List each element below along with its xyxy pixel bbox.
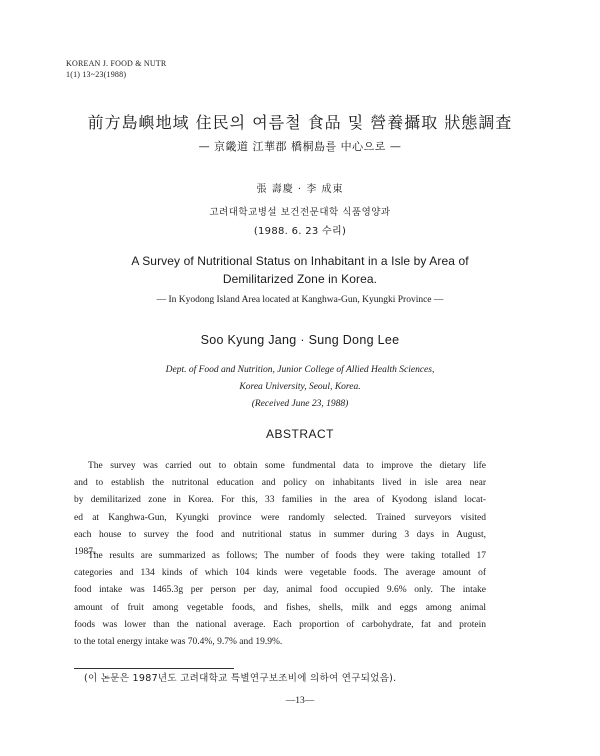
korean-affiliation: 고려대학교병설 보건전문대학 식품영양과 [209, 207, 391, 218]
paragraph-line: and to establish the nutritonal education and policy on inhabitants lived in isle area near [74, 478, 486, 489]
paragraph-line: by demilitarized zone in Korea. For this, 33 families in the area of Kyodong island locat- [74, 495, 486, 506]
footnote: (이 논문은 1987년도 고려대학교 특별연구보조비에 의하여 연구되었음). [84, 673, 397, 684]
footnote-divider [74, 668, 234, 669]
paragraph-line: The results are summarized as follows; The number of foods they were taking totalled 17 [88, 551, 486, 561]
korean-authors: 張 壽慶 · 李 成東 [256, 184, 344, 195]
english-affiliation [0, 362, 600, 413]
abstract-paragraph-1 [74, 458, 486, 561]
journal-citation: 1(1) 13~23(1988) [66, 70, 127, 79]
affiliation-line: Korea University, Seoul, Korea. [239, 382, 361, 392]
english-title [0, 252, 600, 288]
korean-title: 前方島嶼地域 住民의 여름철 食品 및 營養攝取 狀態調査 [87, 113, 513, 132]
journal-header [66, 58, 166, 80]
page-number: —13— [285, 696, 315, 706]
korean-received-date: (1988. 6. 23 수리) [253, 226, 347, 237]
english-title-line: A Survey of Nutritional Status on Inhabitant in a Isle by Area of [131, 254, 469, 268]
abstract-heading: ABSTRACT [265, 427, 334, 441]
paragraph-line: 1987. [74, 547, 96, 558]
paragraph-line: The survey was carried out to obtain some fundmental data to improve the dietary life [88, 461, 486, 471]
english-title-line: Demilitarized Zone in Korea. [222, 272, 378, 286]
paragraph-line: to the total energy intake was 70.4%, 9.7% and 19.9%. [74, 637, 283, 648]
paragraph-line: ed at Kanghwa-Gun, Kyungki province were randomly selected. Trained surveyors visited [74, 512, 486, 523]
paragraph-line: food intake was 1465.3g per person per day, animal food occupied 9.6% only. The intake [74, 585, 486, 596]
english-subtitle: — In Kyodong Island Area located at Kanghwa-Gun, Kyungki Province — [156, 295, 444, 305]
paragraph-line: each house to survey the food and nutritional status in summer during 3 days in August, [74, 529, 486, 540]
paragraph-line: foods was lower than the national average. Each proportion of carbohydrate, fat and protein [74, 619, 486, 630]
journal-name: KOREAN J. FOOD & NUTR [66, 59, 167, 68]
english-received-date: (Received June 23, 1988) [251, 399, 349, 409]
english-authors: Soo Kyung Jang · Sung Dong Lee [200, 333, 400, 347]
paragraph-line: categories and 134 kinds of which 104 kinds were vegetable foods. The average amount of [74, 568, 486, 579]
affiliation-line: Dept. of Food and Nutrition, Junior College of Allied Health Sciences, [165, 365, 435, 375]
paragraph-line: amount of fruit among vegetable foods, and fishes, shells, milk and eggs among animal [74, 602, 486, 613]
abstract-paragraph-2 [74, 548, 486, 651]
korean-subtitle: — 京畿道 江華郡 橋桐島를 中心으로 — [198, 140, 402, 153]
